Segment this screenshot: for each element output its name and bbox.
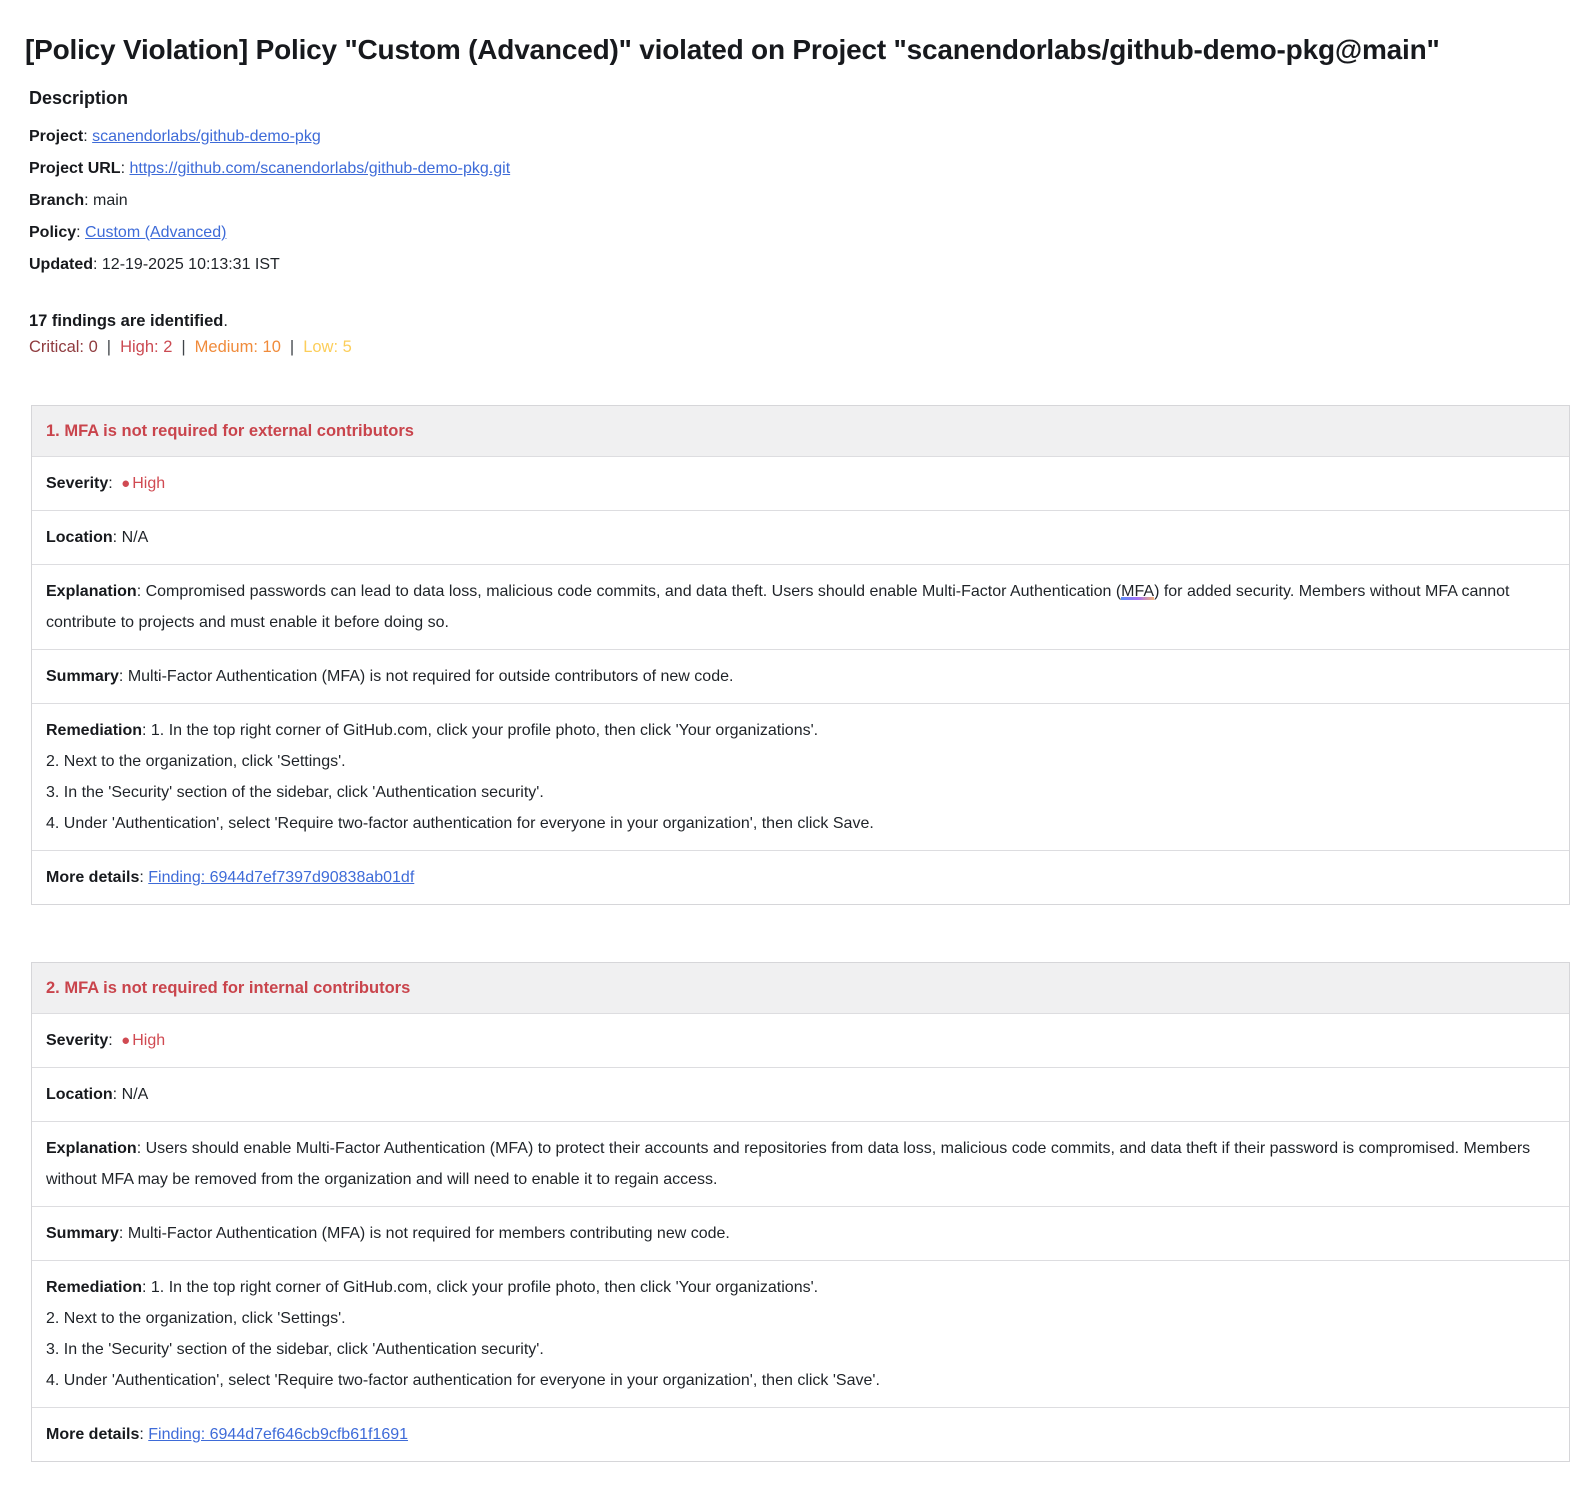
findings-summary [29, 310, 1568, 363]
finding-card-2 [31, 962, 1570, 1462]
finding-details-link[interactable]: Finding: 6944d7ef646cb9cfb61f1691 [148, 1425, 409, 1443]
meta-updated-label: Updated [29, 255, 93, 273]
finding-1-severity-row: Severity: ● High [32, 456, 1569, 510]
severity-count-high: High: 2 [120, 337, 173, 356]
remediation-step: 2. Next to the organization, click 'Settings'. [46, 752, 346, 770]
meta-updated-value: 12-19-2025 10:13:31 IST [101, 255, 280, 273]
separator: | [181, 337, 186, 356]
finding-1-title: 1. MFA is not required for external contributors [32, 406, 1569, 456]
finding-2-more-details-row: More details: Finding: 6944d7ef646cb9cfb61f1691 [32, 1407, 1569, 1461]
meta-policy-label: Policy [29, 223, 77, 241]
meta-project-label: Project [29, 127, 84, 145]
finding-2-remediation-row [32, 1260, 1569, 1407]
finding-2-severity-row: Severity: ● High [32, 1013, 1569, 1067]
meta-project-url-label: Project URL [29, 159, 121, 177]
severity-dot-icon: ● [121, 1031, 131, 1049]
meta-project-url: Project URL: https://github.com/scanendorlabs/github-demo-pkg.git [29, 159, 511, 177]
meta-project: Project: scanendorlabs/github-demo-pkg [29, 127, 321, 145]
remediation-step: 4. Under 'Authentication', select 'Require two-factor authentication for everyone in your organization', then click 'Save'. [46, 1371, 880, 1389]
policy-link[interactable]: Custom (Advanced) [85, 223, 227, 241]
location-value: N/A [121, 1085, 149, 1103]
remediation-step: Remediation: 1. In the top right corner of GitHub.com, click your profile photo, then click 'Your organizations'. [46, 721, 819, 739]
page-title: [Policy Violation] Policy "Custom (Advanced)" violated on Project "scanendorlabs/github-demo-pkg@main" [25, 34, 1440, 65]
finding-2-explanation-row: Explanation: Users should enable Multi-Factor Authentication (MFA) to protect their accounts and repositories from data loss, malicious code commits, and data theft if their password is compromised. Members without MFA may be removed from the organization and will need to enable it to regain access. [32, 1121, 1569, 1206]
findings-count: 17 findings are identified. [29, 311, 228, 330]
finding-1-explanation-row: Explanation: Compromised passwords can lead to data loss, malicious code commits, and data theft. Users should enable Multi-Factor Authentication (MFA) for added security. Members without MFA cannot contribute to projects and must enable it before doing so. [32, 564, 1569, 649]
finding-2-title: 2. MFA is not required for internal contributors [32, 963, 1569, 1013]
meta-branch-value: main [93, 191, 128, 209]
metadata-block [29, 121, 1568, 281]
severity-counts [29, 332, 1568, 363]
project-url-link[interactable]: https://github.com/scanendorlabs/github-demo-pkg.git [129, 159, 511, 177]
mfa-ai-highlight: MFA [1121, 582, 1155, 600]
remediation-step: Remediation: 1. In the top right corner of GitHub.com, click your profile photo, then click 'Your organizations'. [46, 1278, 819, 1296]
meta-updated: Updated: 12-19-2025 10:13:31 IST [29, 255, 280, 273]
location-value: N/A [121, 528, 149, 546]
description-heading: Description [29, 87, 129, 108]
severity-value: High [132, 1031, 166, 1049]
remediation-step: 3. In the 'Security' section of the sidebar, click 'Authentication security'. [46, 1340, 544, 1358]
separator: | [289, 337, 295, 356]
finding-card-1 [31, 405, 1570, 905]
finding-2-summary-row: Summary: Multi-Factor Authentication (MFA) is not required for members contributing new code. [32, 1206, 1569, 1260]
severity-count-low: Low: 5 [303, 337, 352, 356]
severity-value: High [132, 474, 166, 492]
separator: | [106, 337, 112, 356]
finding-details-link[interactable]: Finding: 6944d7ef7397d90838ab01df [148, 868, 415, 886]
remediation-step: 2. Next to the organization, click 'Settings'. [46, 1309, 346, 1327]
severity-count-medium: Medium: 10 [194, 337, 281, 356]
finding-1-location-row: Location: N/A [32, 510, 1569, 564]
severity-dot-icon: ● [121, 474, 131, 492]
severity-count-critical: Critical: 0 [29, 337, 98, 356]
finding-1-remediation-row [32, 703, 1569, 850]
finding-1-more-details-row: More details: Finding: 6944d7ef7397d90838ab01df [32, 850, 1569, 904]
meta-branch-label: Branch [29, 191, 85, 209]
meta-branch: Branch: main [29, 191, 128, 209]
meta-policy: Policy: Custom (Advanced) [29, 223, 227, 241]
remediation-step: 4. Under 'Authentication', select 'Require two-factor authentication for everyone in your organization', then click Save. [46, 814, 874, 832]
project-link[interactable]: scanendorlabs/github-demo-pkg [92, 127, 321, 145]
finding-1-summary-row: Summary: Multi-Factor Authentication (MFA) is not required for outside contributors of new code. [32, 649, 1569, 703]
remediation-step: 3. In the 'Security' section of the sidebar, click 'Authentication security'. [46, 783, 544, 801]
finding-2-location-row: Location: N/A [32, 1067, 1569, 1121]
